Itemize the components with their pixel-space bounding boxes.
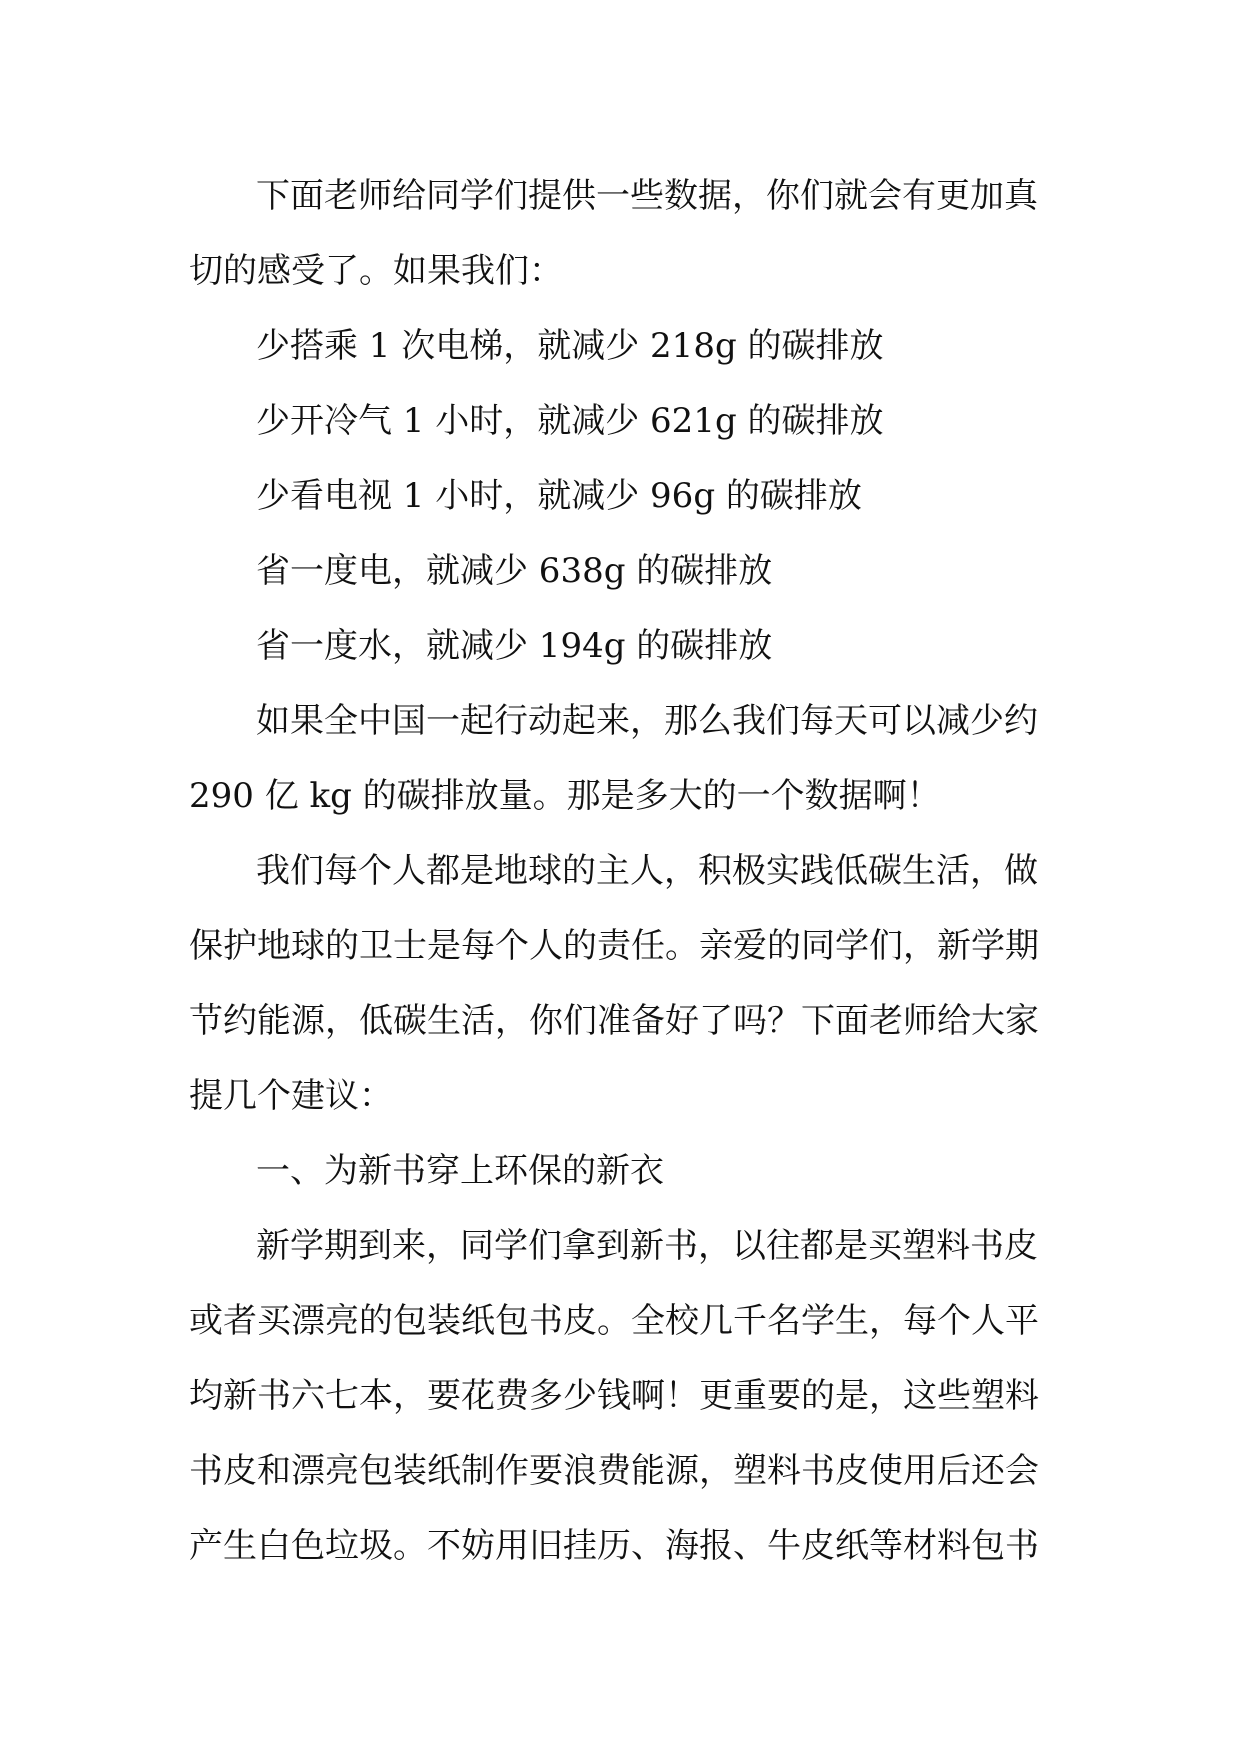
text-line: 如果全中国一起行动起来，那么我们每天可以减少约	[256, 701, 1038, 741]
text-line: 或者买漂亮的包装纸包书皮。全校几千名学生，每个人平	[189, 1301, 1039, 1341]
text-line: 保护地球的卫士是每个人的责任。亲爱的同学们，新学期	[189, 926, 1039, 966]
text-line: 产生白色垃圾。不妨用旧挂历、海报、牛皮纸等材料包书	[189, 1526, 1039, 1566]
text-line: 290 亿 kg 的碳排放量。那是多大的一个数据啊！	[189, 776, 941, 816]
text-line: 下面老师给同学们提供一些数据，你们就会有更加真	[256, 176, 1038, 216]
section-heading: 一、为新书穿上环保的新衣	[256, 1151, 664, 1191]
data-item-water: 省一度水，就减少 194g 的碳排放	[256, 626, 773, 666]
data-item-air-conditioner: 少开冷气 1 小时，就减少 621g 的碳排放	[256, 401, 884, 441]
text-line: 节约能源，低碳生活，你们准备好了吗？下面老师给大家	[189, 1001, 1039, 1041]
data-item-electricity: 省一度电，就减少 638g 的碳排放	[256, 551, 773, 591]
text-line: 提几个建议：	[189, 1076, 393, 1116]
text-line: 新学期到来，同学们拿到新书，以往都是买塑料书皮	[256, 1226, 1038, 1266]
text-line: 均新书六七本，要花费多少钱啊！更重要的是，这些塑料	[189, 1376, 1039, 1416]
text-line: 切的感受了。如果我们：	[189, 251, 563, 291]
data-item-elevator: 少搭乘 1 次电梯，就减少 218g 的碳排放	[256, 326, 884, 366]
data-item-television: 少看电视 1 小时，就减少 96g 的碳排放	[256, 476, 862, 516]
text-line: 我们每个人都是地球的主人，积极实践低碳生活，做	[256, 851, 1038, 891]
text-line: 书皮和漂亮包装纸制作要浪费能源，塑料书皮使用后还会	[189, 1451, 1039, 1491]
